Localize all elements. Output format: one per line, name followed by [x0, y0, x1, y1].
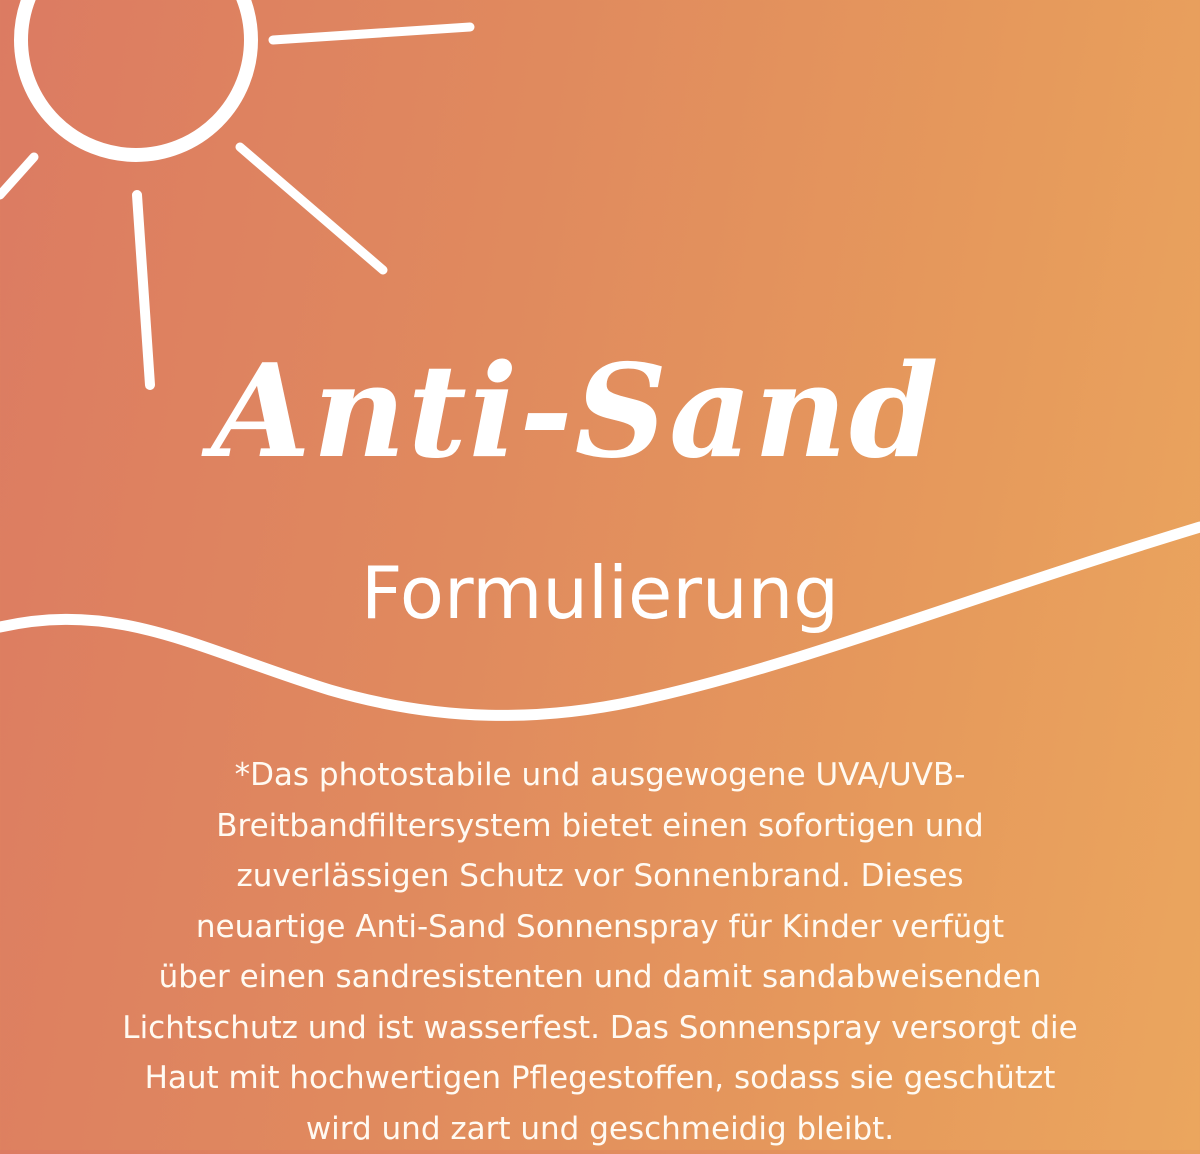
description-line: über einen sandresistenten und damit sandabweisenden [40, 952, 1160, 1003]
description-line: neuartige Anti-Sand Sonnenspray für Kinder verfügt [40, 902, 1160, 953]
headline-subtitle: Formulierung [0, 548, 1200, 638]
description-paragraph [40, 750, 1160, 1154]
description-line: Haut mit hochwertigen Pflegestoffen, sodass sie geschützt [40, 1053, 1160, 1104]
headline-title: Anti-Sand [0, 332, 1176, 492]
description-line: zuverlässigen Schutz vor Sonnenbrand. Dieses [40, 851, 1160, 902]
description-line: Breitbandfiltersystem bietet einen sofortigen und [40, 801, 1160, 852]
sun-icon [0, 0, 470, 385]
description-line: *Das photostabile und ausgewogene UVA/UVB- [40, 750, 1160, 801]
description-line: wird und zart und geschmeidig bleibt. [40, 1104, 1160, 1154]
description-line: Lichtschutz und ist wasserfest. Das Sonnenspray versorgt die [40, 1003, 1160, 1054]
